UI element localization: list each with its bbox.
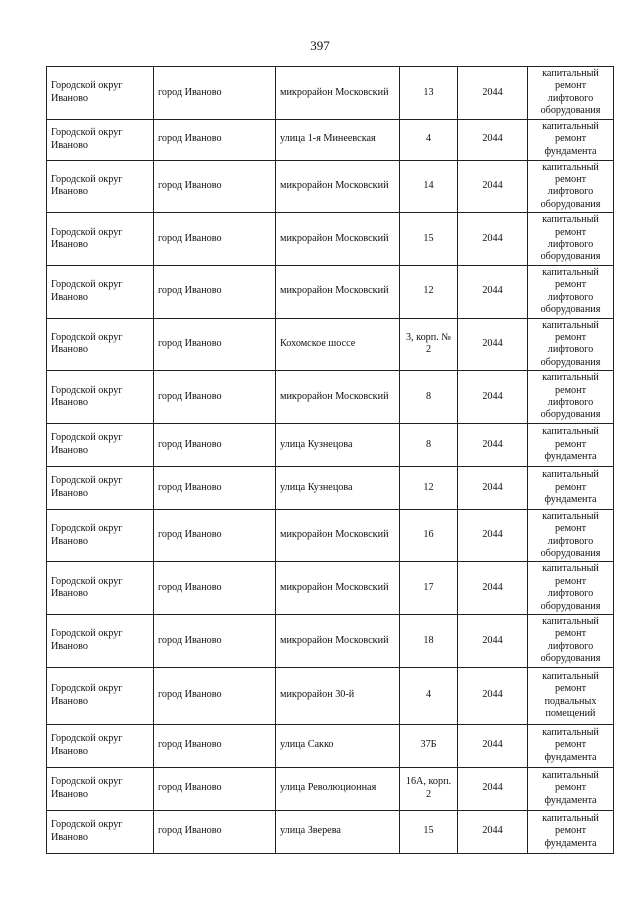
repair-schedule-table bbox=[46, 66, 614, 854]
year-cell: 2044 bbox=[458, 509, 528, 562]
year-cell: 2044 bbox=[458, 371, 528, 424]
district-cell: Городской округ Иваново bbox=[47, 160, 154, 213]
table-row bbox=[47, 67, 614, 120]
street-cell: улица Сакко bbox=[276, 724, 400, 767]
year-cell: 2044 bbox=[458, 615, 528, 668]
year-cell: 2044 bbox=[458, 562, 528, 615]
year-cell: 2044 bbox=[458, 466, 528, 509]
house-cell: 15 bbox=[400, 810, 458, 853]
house-cell: 16 bbox=[400, 509, 458, 562]
street-cell: улица 1-я Минеевская bbox=[276, 119, 400, 160]
street-cell: микрорайон Московский bbox=[276, 213, 400, 266]
house-cell: 14 bbox=[400, 160, 458, 213]
district-cell: Городской округ Иваново bbox=[47, 371, 154, 424]
district-cell: Городской округ Иваново bbox=[47, 423, 154, 466]
city-cell: город Иваново bbox=[154, 265, 276, 318]
work-type-cell: капитальный ремонт лифтового оборудования bbox=[528, 615, 614, 668]
table-body bbox=[47, 67, 614, 854]
city-cell: город Иваново bbox=[154, 371, 276, 424]
work-type-cell: капитальный ремонт лифтового оборудования bbox=[528, 562, 614, 615]
work-type-cell: капитальный ремонт фундамента bbox=[528, 767, 614, 810]
street-cell: улица Кузнецова bbox=[276, 466, 400, 509]
street-cell: микрорайон 30-й bbox=[276, 667, 400, 724]
work-type-cell: капитальный ремонт фундамента bbox=[528, 119, 614, 160]
street-cell: микрорайон Московский bbox=[276, 615, 400, 668]
work-type-cell: капитальный ремонт лифтового оборудования bbox=[528, 318, 614, 371]
house-cell: 3, корп. № 2 bbox=[400, 318, 458, 371]
street-cell: микрорайон Московский bbox=[276, 67, 400, 120]
work-type-cell: капитальный ремонт лифтового оборудования bbox=[528, 213, 614, 266]
house-cell: 16А, корп. 2 bbox=[400, 767, 458, 810]
district-cell: Городской округ Иваново bbox=[47, 466, 154, 509]
district-cell: Городской округ Иваново bbox=[47, 318, 154, 371]
city-cell: город Иваново bbox=[154, 724, 276, 767]
city-cell: город Иваново bbox=[154, 67, 276, 120]
year-cell: 2044 bbox=[458, 767, 528, 810]
year-cell: 2044 bbox=[458, 265, 528, 318]
year-cell: 2044 bbox=[458, 423, 528, 466]
work-type-cell: капитальный ремонт фундамента bbox=[528, 724, 614, 767]
year-cell: 2044 bbox=[458, 724, 528, 767]
house-cell: 37Б bbox=[400, 724, 458, 767]
house-cell: 12 bbox=[400, 466, 458, 509]
city-cell: город Иваново bbox=[154, 767, 276, 810]
year-cell: 2044 bbox=[458, 667, 528, 724]
table-row bbox=[47, 667, 614, 724]
work-type-cell: капитальный ремонт фундамента bbox=[528, 423, 614, 466]
work-type-cell: капитальный ремонт фундамента bbox=[528, 466, 614, 509]
year-cell: 2044 bbox=[458, 67, 528, 120]
table-row bbox=[47, 767, 614, 810]
work-type-cell: капитальный ремонт лифтового оборудования bbox=[528, 371, 614, 424]
city-cell: город Иваново bbox=[154, 213, 276, 266]
house-cell: 4 bbox=[400, 119, 458, 160]
house-cell: 12 bbox=[400, 265, 458, 318]
street-cell: улица Революционная bbox=[276, 767, 400, 810]
table-row bbox=[47, 119, 614, 160]
district-cell: Городской округ Иваново bbox=[47, 667, 154, 724]
table-row bbox=[47, 562, 614, 615]
street-cell: улица Кузнецова bbox=[276, 423, 400, 466]
work-type-cell: капитальный ремонт лифтового оборудования bbox=[528, 265, 614, 318]
house-cell: 8 bbox=[400, 371, 458, 424]
city-cell: город Иваново bbox=[154, 423, 276, 466]
city-cell: город Иваново bbox=[154, 562, 276, 615]
city-cell: город Иваново bbox=[154, 466, 276, 509]
street-cell: микрорайон Московский bbox=[276, 562, 400, 615]
year-cell: 2044 bbox=[458, 810, 528, 853]
year-cell: 2044 bbox=[458, 213, 528, 266]
district-cell: Городской округ Иваново bbox=[47, 213, 154, 266]
city-cell: город Иваново bbox=[154, 667, 276, 724]
house-cell: 18 bbox=[400, 615, 458, 668]
table-row bbox=[47, 318, 614, 371]
district-cell: Городской округ Иваново bbox=[47, 509, 154, 562]
work-type-cell: капитальный ремонт лифтового оборудования bbox=[528, 160, 614, 213]
table-row bbox=[47, 371, 614, 424]
work-type-cell: капитальный ремонт лифтового оборудования bbox=[528, 509, 614, 562]
district-cell: Городской округ Иваново bbox=[47, 67, 154, 120]
street-cell: Кохомское шоссе bbox=[276, 318, 400, 371]
table-row bbox=[47, 160, 614, 213]
street-cell: микрорайон Московский bbox=[276, 160, 400, 213]
page-number: 397 bbox=[310, 38, 330, 53]
district-cell: Городской округ Иваново bbox=[47, 810, 154, 853]
city-cell: город Иваново bbox=[154, 810, 276, 853]
district-cell: Городской округ Иваново bbox=[47, 562, 154, 615]
district-cell: Городской округ Иваново bbox=[47, 615, 154, 668]
city-cell: город Иваново bbox=[154, 318, 276, 371]
house-cell: 13 bbox=[400, 67, 458, 120]
work-type-cell: капитальный ремонт лифтового оборудования bbox=[528, 67, 614, 120]
house-cell: 4 bbox=[400, 667, 458, 724]
table-row bbox=[47, 265, 614, 318]
house-cell: 8 bbox=[400, 423, 458, 466]
table-row bbox=[47, 509, 614, 562]
street-cell: микрорайон Московский bbox=[276, 509, 400, 562]
year-cell: 2044 bbox=[458, 119, 528, 160]
house-cell: 15 bbox=[400, 213, 458, 266]
year-cell: 2044 bbox=[458, 160, 528, 213]
house-cell: 17 bbox=[400, 562, 458, 615]
year-cell: 2044 bbox=[458, 318, 528, 371]
district-cell: Городской округ Иваново bbox=[47, 724, 154, 767]
city-cell: город Иваново bbox=[154, 119, 276, 160]
table-row bbox=[47, 810, 614, 853]
street-cell: улица Зверева bbox=[276, 810, 400, 853]
city-cell: город Иваново bbox=[154, 160, 276, 213]
city-cell: город Иваново bbox=[154, 615, 276, 668]
table-row bbox=[47, 466, 614, 509]
table-row bbox=[47, 724, 614, 767]
district-cell: Городской округ Иваново bbox=[47, 265, 154, 318]
table-row bbox=[47, 213, 614, 266]
street-cell: микрорайон Московский bbox=[276, 371, 400, 424]
district-cell: Городской округ Иваново bbox=[47, 119, 154, 160]
work-type-cell: капитальный ремонт фундамента bbox=[528, 810, 614, 853]
table-row bbox=[47, 615, 614, 668]
city-cell: город Иваново bbox=[154, 509, 276, 562]
street-cell: микрорайон Московский bbox=[276, 265, 400, 318]
district-cell: Городской округ Иваново bbox=[47, 767, 154, 810]
work-type-cell: капитальный ремонт подвальных помещений bbox=[528, 667, 614, 724]
table-row bbox=[47, 423, 614, 466]
